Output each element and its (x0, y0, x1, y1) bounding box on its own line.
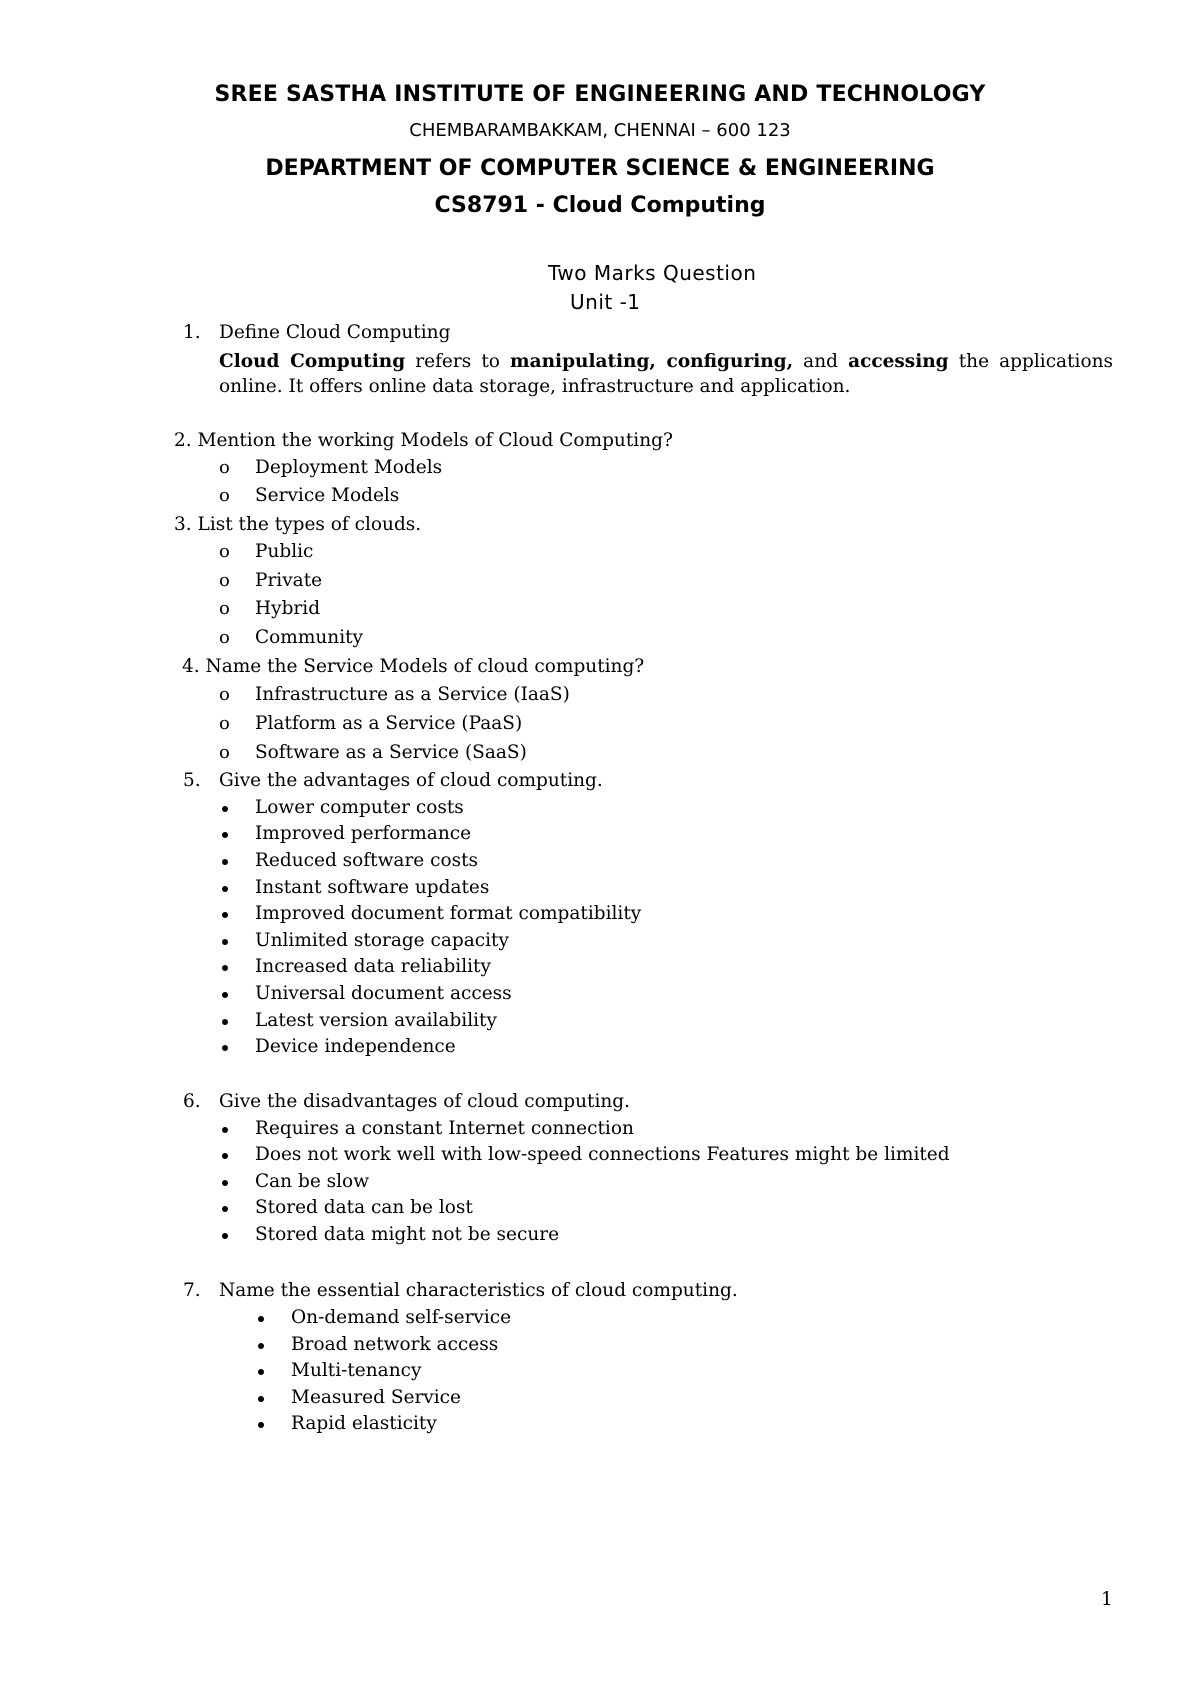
q5-question: Give the advantages of cloud computing. (219, 770, 603, 791)
q3-item: Private (255, 570, 323, 591)
bullet-dot (258, 1316, 264, 1322)
q5-item: Improved document format compatibility (255, 903, 642, 924)
bullet-dot (222, 939, 228, 945)
bullet-dot (258, 1369, 264, 1375)
q1-text-b: and (793, 351, 849, 372)
q5-item: Reduced software costs (255, 850, 479, 871)
q6-number: 6. (183, 1091, 201, 1112)
hollow-bullet: o (219, 627, 230, 648)
q5-item: Unlimited storage capacity (255, 930, 509, 951)
bullet-dot (222, 806, 228, 812)
bullet-dot (258, 1422, 264, 1428)
q3-item: Public (255, 541, 314, 562)
q7-item: Rapid elasticity (291, 1413, 437, 1434)
q7-item: On-demand self-service (291, 1307, 512, 1328)
page-number: 1 (1101, 1589, 1113, 1610)
q4-item: Infrastructure as a Service (IaaS) (255, 684, 570, 705)
q3-item: Hybrid (255, 598, 321, 619)
q1-answer (219, 349, 1113, 399)
bullet-dot (222, 1233, 228, 1239)
q4-question: 4. Name the Service Models of cloud computing? (182, 656, 645, 677)
bullet-dot (222, 1206, 228, 1212)
q5-item: Latest version availability (255, 1010, 497, 1031)
q6-item: Does not work well with low-speed connections Features might be limited (255, 1144, 950, 1165)
q4-item: Software as a Service (SaaS) (255, 742, 527, 763)
q6-item: Can be slow (255, 1171, 370, 1192)
q1-term: Cloud Computing (219, 351, 406, 372)
q2-question: 2. Mention the working Models of Cloud Computing? (174, 430, 673, 451)
q7-number: 7. (183, 1280, 201, 1301)
q2-item: Deployment Models (255, 457, 443, 478)
q6-item: Requires a constant Internet connection (255, 1118, 634, 1139)
hollow-bullet: o (219, 684, 230, 705)
q1-text-c: the applications online. It offers online data storage, infrastructure and application. (219, 351, 1113, 397)
bullet-dot (222, 859, 228, 865)
institute-address: CHEMBARAMBAKKAM, CHENNAI – 600 123 (409, 120, 791, 141)
bullet-dot (222, 886, 228, 892)
hollow-bullet: o (219, 457, 230, 478)
q6-item: Stored data can be lost (255, 1197, 473, 1218)
hollow-bullet: o (219, 598, 230, 619)
q6-item: Stored data might not be secure (255, 1224, 560, 1245)
q7-question: Name the essential characteristics of cloud computing. (219, 1280, 738, 1301)
q1-question: Define Cloud Computing (219, 322, 451, 343)
bullet-dot (222, 1180, 228, 1186)
q1-number: 1. (183, 322, 201, 343)
section-title: Two Marks Question (548, 261, 757, 285)
q3-question: 3. List the types of clouds. (174, 514, 422, 535)
bullet-dot (222, 912, 228, 918)
q6-question: Give the disadvantages of cloud computing. (219, 1091, 631, 1112)
q5-item: Improved performance (255, 823, 472, 844)
bullet-dot (222, 1045, 228, 1051)
department-name: DEPARTMENT OF COMPUTER SCIENCE & ENGINEERING (265, 156, 935, 181)
q2-item: Service Models (255, 485, 400, 506)
bullet-dot (258, 1343, 264, 1349)
hollow-bullet: o (219, 570, 230, 591)
hollow-bullet: o (219, 713, 230, 734)
q5-item: Instant software updates (255, 877, 490, 898)
q1-keyword-1: manipulating, configuring, (510, 351, 794, 372)
q3-item: Community (255, 627, 364, 648)
q4-item: Platform as a Service (PaaS) (255, 713, 523, 734)
q1-keyword-2: accessing (848, 351, 949, 372)
bullet-dot (222, 965, 228, 971)
q5-item: Lower computer costs (255, 797, 464, 818)
q7-item: Broad network access (291, 1334, 499, 1355)
q5-item: Increased data reliability (255, 956, 491, 977)
hollow-bullet: o (219, 485, 230, 506)
q7-item: Measured Service (291, 1387, 461, 1408)
bullet-dot (222, 1019, 228, 1025)
q7-item: Multi-tenancy (291, 1360, 422, 1381)
bullet-dot (222, 832, 228, 838)
hollow-bullet: o (219, 541, 230, 562)
bullet-dot (222, 1127, 228, 1133)
q1-text-a: refers to (405, 351, 511, 372)
q5-item: Universal document access (255, 983, 512, 1004)
bullet-dot (258, 1396, 264, 1402)
course-title: CS8791 - Cloud Computing (434, 193, 766, 218)
bullet-dot (222, 992, 228, 998)
unit-label: Unit -1 (570, 290, 641, 314)
q5-item: Device independence (255, 1036, 456, 1057)
q5-number: 5. (183, 770, 201, 791)
bullet-dot (222, 1153, 228, 1159)
institute-name: SREE SASTHA INSTITUTE OF ENGINEERING AND TECHNOLOGY (214, 82, 986, 107)
hollow-bullet: o (219, 742, 230, 763)
